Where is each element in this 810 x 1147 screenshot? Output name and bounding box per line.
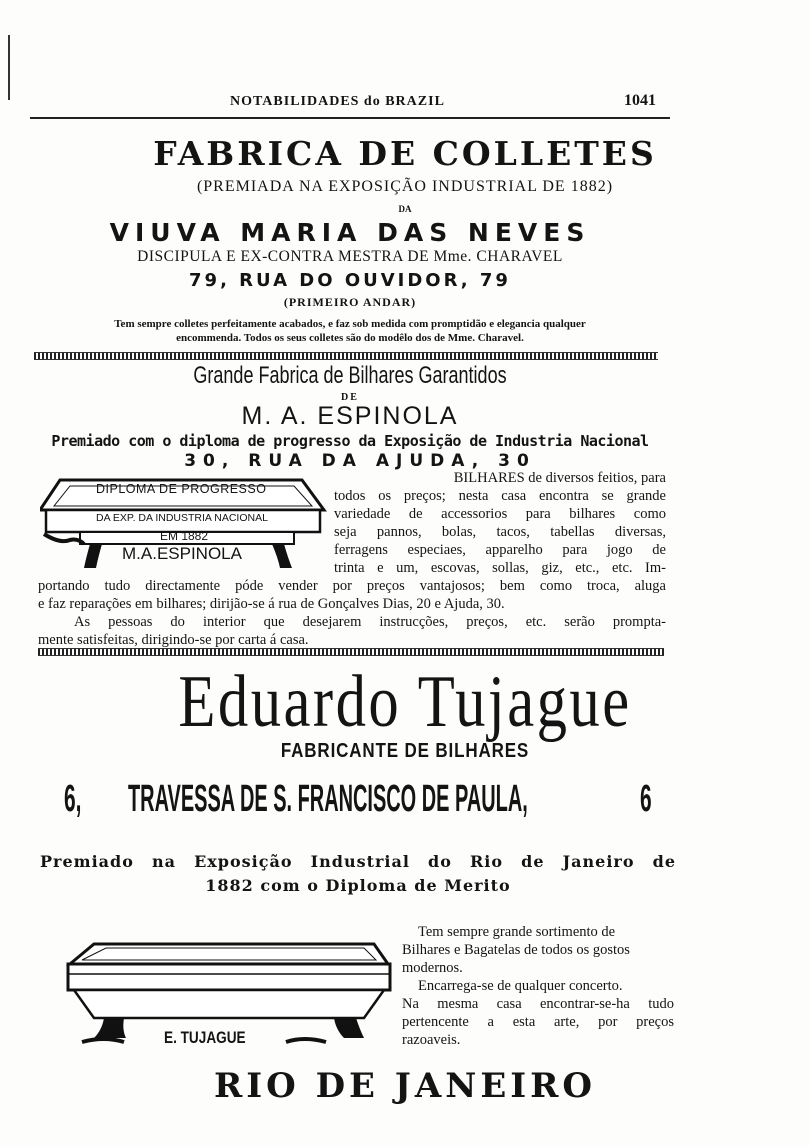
maker-label-tujague: E. TUJAGUE	[164, 1028, 246, 1047]
colletes-da: DA	[398, 204, 412, 214]
tujague-street: TRAVESSA DE S. FRANCISCO DE PAULA,	[128, 778, 528, 820]
espinola-owner: M. A. ESPINOLA	[241, 402, 459, 430]
espinola-title: Grande Fabrica de Bilhares Garantidos	[193, 362, 507, 389]
espinola-body-line: mente satisfeitas, dirigindo-se por carta á casa.	[38, 632, 309, 648]
colletes-owner: VIUVA MARIA DAS NEVES	[109, 218, 591, 247]
colletes-title: FABRICA DE COLLETES	[153, 134, 657, 173]
tujague-award-line-2: 1882 com o Diploma de Merito	[205, 876, 511, 895]
year-label: EM 1882	[160, 529, 209, 543]
tujague-side-line: modernos.	[402, 960, 463, 976]
billiard-table-illustration-espinola	[40, 474, 330, 574]
footer-city: RIO DE JANEIRO	[213, 1066, 597, 1106]
espinola-award: Premiado com o diploma de progresso da Exposição de Industria Nacional	[51, 432, 649, 450]
running-header: NOTABILIDADES do BRAZIL	[230, 94, 445, 109]
tujague-award-line-1: Premiado na Exposição Industrial do Rio de Janeiro de	[40, 852, 676, 871]
tujague-side-line: Na mesma casa encontrar-se-ha tudo	[402, 996, 674, 1012]
espinola-side-line: todos os preços; nesta casa encontra se grande	[334, 488, 666, 504]
wavy-divider-1	[34, 352, 658, 360]
billiard-table-illustration-tujague	[64, 938, 394, 1058]
espinola-side-line: seja pannos, bolas, tacos, tabellas diversas,	[334, 524, 666, 540]
colletes-address: 79, RUA DO OUVIDOR, 79	[189, 270, 511, 291]
espinola-body-line: e faz reparações em bilhares; dirijão-se á rua de Gonçalves Dias, 20 e Ajuda, 30.	[38, 596, 505, 612]
tujague-trade: FABRICANTE DE BILHARES	[280, 740, 530, 762]
margin-mark	[8, 35, 10, 100]
page-number: 1041	[624, 92, 656, 109]
espinola-de: DE	[341, 392, 359, 403]
tujague-name: Eduardo Tujague	[178, 661, 632, 743]
colletes-note-line-2: encommenda. Todos os seus colletes são do modêlo dos de Mme. Charavel.	[176, 332, 524, 344]
espinola-address: 30, RUA DA AJUDA, 30	[184, 451, 536, 471]
tujague-side-line: Encarrega-se de qualquer concerto.	[418, 978, 623, 994]
espinola-body-line: As pessoas do interior que desejarem instrucções, preços, etc. serão prompta-	[74, 614, 666, 630]
tujague-side-line: Tem sempre grande sortimento de	[418, 924, 616, 940]
tujague-number-right: 6	[640, 778, 652, 820]
tujague-side-line: pertencente a esta arte, por preços	[402, 1014, 674, 1030]
colletes-note-line-1: Tem sempre colletes perfeitamente acabados, e faz sob medida com promptidão e elegancia qualquer	[114, 318, 586, 330]
espinola-side-line: trinta e um, escovas, sollas, giz, etc., etc. Im-	[334, 560, 666, 576]
colletes-award: (PREMIADA NA EXPOSIÇÃO INDUSTRIAL DE 1882)	[196, 178, 614, 195]
colletes-floor: (PRIMEIRO ANDAR)	[283, 295, 417, 309]
colletes-credentials: DISCIPULA E EX-CONTRA MESTRA DE Mme. CHARAVEL	[137, 248, 563, 265]
tujague-side-line: razoaveis.	[402, 1032, 461, 1048]
wavy-divider-2	[38, 648, 664, 656]
tujague-side-text	[402, 923, 674, 1049]
maker-label-espinola: M.A.ESPINOLA	[122, 544, 242, 563]
espinola-side-line: ferragens especiaes, apparelho para jogo de	[334, 542, 666, 558]
header-rule	[30, 117, 670, 119]
exposition-label: DA EXP. DA INDUSTRIA NACIONAL	[96, 512, 268, 524]
diploma-label: DIPLOMA DE PROGRESSO	[96, 482, 267, 496]
espinola-side-line: variedade de accessorios para bilhares como	[334, 506, 666, 522]
espinola-side-text	[334, 469, 666, 577]
tujague-number-left: 6,	[64, 778, 82, 820]
tujague-side-line: Bilhares e Bagatelas de todos os gostos	[402, 942, 630, 958]
espinola-body-text	[38, 577, 666, 649]
espinola-side-line: BILHARES de diversos feitios, para	[453, 470, 666, 486]
espinola-body-line: portando tudo directamente póde vender por preços vantajosos; bem como troca, aluga	[38, 578, 666, 594]
